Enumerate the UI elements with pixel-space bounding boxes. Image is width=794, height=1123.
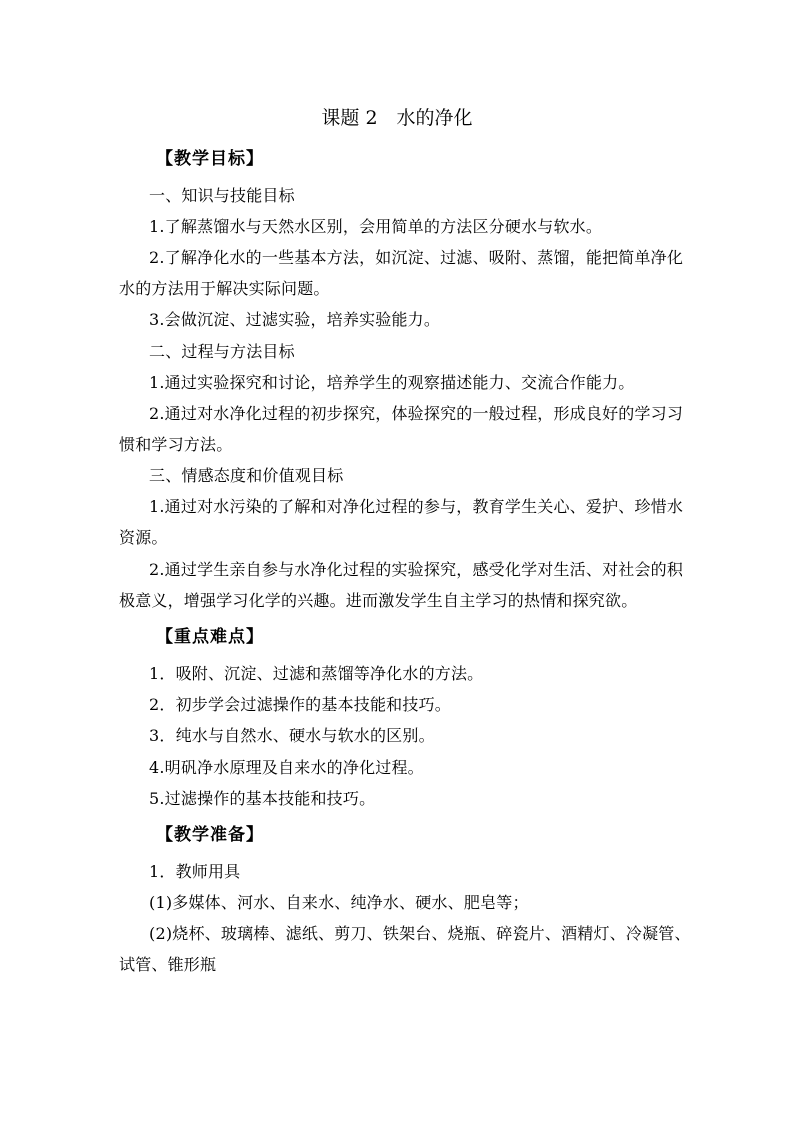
list-item: 1．吸附、沉淀、过滤和蒸馏等净化水的方法。 <box>149 664 484 683</box>
paragraph-line: 2.通过对水净化过程的初步探究，体验探究的一般过程，形成良好的学习习 <box>149 404 684 423</box>
list-item: 2．初步学会过滤操作的基本技能和技巧。 <box>149 695 451 714</box>
paragraph-line: 资源。 <box>119 528 168 547</box>
paragraph-line: 2.了解净化水的一些基本方法，如沉淀、过滤、吸附、蒸馏，能把简单净化 <box>149 248 684 267</box>
list-item: (2)烧杯、玻璃棒、滤纸、剪刀、铁架台、烧瓶、碎瓷片、酒精灯、冷凝管、 <box>149 924 691 943</box>
list-item: 1．教师用具 <box>149 862 241 881</box>
paragraph-line: 惯和学习方法。 <box>119 435 233 454</box>
list-item: 4.明矾净水原理及自来水的净化过程。 <box>149 758 424 777</box>
subheading-attitudes-values: 三、情感态度和价值观目标 <box>149 466 344 485</box>
section-heading-teaching-goals: 【教学目标】 <box>156 149 264 169</box>
page-title: 课题 2 水的净化 <box>321 107 473 129</box>
subheading-knowledge-skills: 一、知识与技能目标 <box>149 186 295 205</box>
paragraph-line: 水的方法用于解决实际问题。 <box>119 279 330 298</box>
paragraph-line: 1.了解蒸馏水与天然水区别，会用简单的方法区分硬水与软水。 <box>149 217 603 236</box>
paragraph-line: 1.通过对水污染的了解和对净化过程的参与，教育学生关心、爱护、珍惜水 <box>149 497 684 516</box>
subheading-process-methods: 二、过程与方法目标 <box>149 342 295 361</box>
list-item: 5.过滤操作的基本技能和技巧。 <box>149 789 376 808</box>
list-item: 3．纯水与自然水、硬水与软水的区别。 <box>149 726 435 745</box>
list-item: 试管、锥形瓶 <box>119 955 217 974</box>
paragraph-line: 1.通过实验探究和讨论，培养学生的观察描述能力、交流合作能力。 <box>149 373 635 392</box>
paragraph-line: 极意义，增强学习化学的兴趣。进而激发学生自主学习的热情和探究欲。 <box>119 591 638 610</box>
section-heading-teaching-preparation: 【教学准备】 <box>156 825 264 845</box>
section-heading-key-points: 【重点难点】 <box>156 627 264 647</box>
paragraph-line: 2.通过学生亲自参与水净化过程的实验探究，感受化学对生活、对社会的积 <box>149 560 684 579</box>
list-item: (1)多媒体、河水、自来水、纯净水、硬水、肥皂等； <box>149 893 529 912</box>
paragraph-line: 3.会做沉淀、过滤实验，培养实验能力。 <box>149 310 441 329</box>
